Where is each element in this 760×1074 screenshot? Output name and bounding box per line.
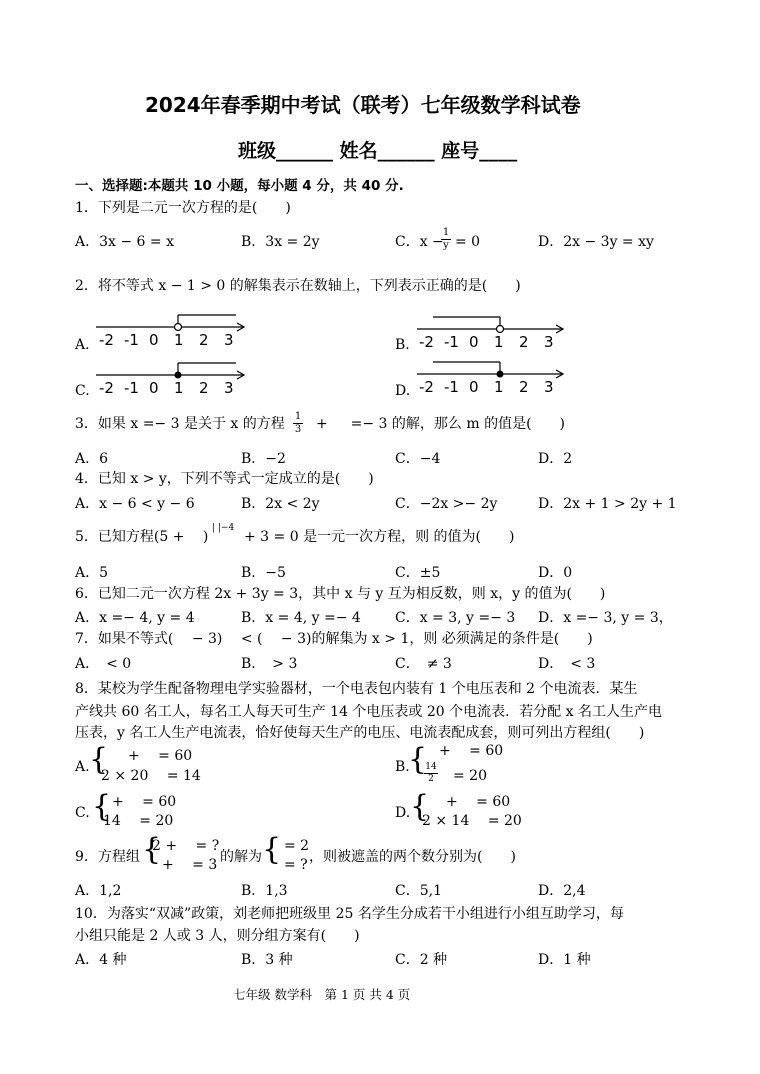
number-line-tick-label: 1 xyxy=(174,331,184,349)
question-10-line-2: 小组只能是 2 人或 3 人，则分组方案有( ) xyxy=(75,928,360,944)
number-line-tick-label: -2 xyxy=(419,333,434,351)
q9-option-c: C．5,1 xyxy=(395,883,442,899)
number-line-tick-label: 3 xyxy=(224,331,234,349)
q9-system2-eq1: = 2 xyxy=(284,838,310,854)
number-line-tick-label: 2 xyxy=(519,378,529,396)
q3-fraction-numerator: 1 xyxy=(294,411,302,422)
question-3-stem-b: + =− 3 的解，那么 m 的值是( ) xyxy=(316,416,565,432)
question-9-stem-b: ，则被遮盖的两个数分别为( ) xyxy=(309,849,516,865)
q1-option-b: B．3x = 2y xyxy=(241,234,320,250)
left-brace: { xyxy=(408,742,428,777)
number-line-tick-label: -2 xyxy=(99,379,114,397)
left-brace: { xyxy=(262,832,282,867)
q3-option-d: D．2 xyxy=(538,451,573,467)
q1-fraction-numerator: 1 xyxy=(442,227,450,238)
number-line-tick-label: -2 xyxy=(99,331,114,349)
question-1-stem: 1．下列是二元一次方程的是( ) xyxy=(75,200,291,216)
number-line-tick-label: 0 xyxy=(469,333,479,351)
q9-system1-eq2: + = 3 xyxy=(162,857,218,873)
q9-system1-eq1: 2 + = ? xyxy=(152,838,220,854)
left-brace: { xyxy=(142,832,162,867)
number-line-d xyxy=(417,362,563,378)
number-line-tick-label: -1 xyxy=(124,379,139,397)
question-6-stem: 6．已知二元一次方程 2x + 3y = 3，其中 x 与 y 互为相反数，则 x，y 的值为( ) xyxy=(75,586,606,602)
q8-a-eq2: 2 × 20 = 14 xyxy=(101,768,201,784)
q10-option-b: B．3 种 xyxy=(241,952,293,968)
question-10-line-1: 10．为落实“双减”政策，刘老师把班级里 25 名学生分成若干小组进行小组互助学习，每 xyxy=(75,906,624,922)
number-line-tick-label: 0 xyxy=(149,379,159,397)
q8-b-eq1: + = 60 xyxy=(439,743,504,759)
q8-label-d: D. xyxy=(395,805,411,821)
open-dot xyxy=(497,326,504,333)
left-brace: { xyxy=(410,789,430,824)
page-footer: 七年级 数学科 第 1 页 共 4 页 xyxy=(233,987,411,1002)
q7-option-a: A． < 0 xyxy=(75,656,132,672)
open-dot xyxy=(175,324,182,331)
question-8-line-2: 产线共 60 名工人，每名工人每天可生产 14 个电压表或 20 个电流表．若分配 x 名工人生产电 xyxy=(75,704,662,720)
q8-d-eq2: 2 × 14 = 20 xyxy=(422,813,522,829)
number-line-tick-label: 0 xyxy=(149,331,159,349)
number-line-a xyxy=(96,315,244,331)
q4-option-b: B．2x < 2y xyxy=(241,496,320,512)
q10-option-a: A．4 种 xyxy=(75,952,127,968)
q1-option-c-prefix: C．x − xyxy=(395,234,444,250)
q6-option-d: D．x =− 3, y = 3， xyxy=(538,610,673,626)
q2-label-c: C. xyxy=(75,383,90,399)
question-5-stem-a: 5．已知方程(5 + ) xyxy=(75,529,209,545)
q9-system2-eq2: = ? xyxy=(284,857,308,873)
left-brace: { xyxy=(92,789,112,824)
section-heading: 一、选择题:本题共 10 小题，每小题 4 分，共 40 分. xyxy=(75,178,404,194)
q8-label-b: B. xyxy=(395,759,410,775)
number-line-tick-label: 3 xyxy=(544,333,554,351)
question-5-exponent: | |−4 xyxy=(212,523,235,533)
q8-label-a: A. xyxy=(75,759,90,775)
q8-b-eq2: = 20 xyxy=(453,768,487,784)
q3-fraction xyxy=(293,412,303,435)
question-8-line-1: 8．某校为学生配备物理电学实验器材，一个电表包内装有 1 个电压表和 2 个电流表．某生 xyxy=(75,681,638,697)
q6-option-c: C．x = 3, y =− 3 xyxy=(395,610,516,626)
q2-label-a: A. xyxy=(75,337,90,353)
number-line-tick-label: 0 xyxy=(469,378,479,396)
q9-option-d: D．2,4 xyxy=(538,883,586,899)
question-4-stem: 4．已知 x > y，下列不等式一定成立的是( ) xyxy=(75,471,374,487)
closed-dot xyxy=(497,371,504,378)
question-9-stem-a: 9．方程组 xyxy=(75,849,140,865)
q3-option-a: A．6 xyxy=(75,451,109,467)
q1-fraction-denominator: y xyxy=(443,240,449,251)
q5-option-b: B．−5 xyxy=(241,565,286,581)
number-line-tick-label: 1 xyxy=(174,379,184,397)
student-info-line: 班级______ 姓名______ 座号____ xyxy=(238,140,518,162)
q7-option-b: B． > 3 xyxy=(241,656,298,672)
number-line-b xyxy=(417,317,563,333)
number-line-tick-label: -1 xyxy=(444,378,459,396)
q8-c-eq1: + = 60 xyxy=(112,794,177,810)
question-8-line-3: 压表，y 名工人生产电流表，恰好使每天生产的电压、电流表配成套，则可列出方程组( ) xyxy=(75,725,645,741)
q4-option-c: C．−2x >− 2y xyxy=(395,496,498,512)
q7-option-d: D． < 3 xyxy=(538,656,596,672)
number-line-tick-label: 1 xyxy=(494,333,504,351)
q6-option-b: B．x = 4, y =− 4 xyxy=(241,610,361,626)
q8-b-fraction xyxy=(424,763,438,784)
q5-option-c: C．±5 xyxy=(395,565,441,581)
number-line-tick-label: -2 xyxy=(419,378,434,396)
q5-option-a: A．5 xyxy=(75,565,109,581)
number-line-tick-label: 2 xyxy=(199,331,209,349)
q1-option-d: D．2x − 3y = xy xyxy=(538,234,654,250)
q6-option-a: A．x =− 4, y = 4 xyxy=(75,610,195,626)
q8-label-c: C. xyxy=(75,805,90,821)
number-line-tick-label: 3 xyxy=(224,379,234,397)
number-line-c xyxy=(96,363,244,379)
number-line-tick-label: 1 xyxy=(494,378,504,396)
q8-c-eq2: 14 = 20 xyxy=(103,813,174,829)
q2-label-d: D. xyxy=(395,383,411,399)
q1-option-a: A．3x − 6 = x xyxy=(75,234,174,250)
q1-option-c-suffix: = 0 xyxy=(455,234,481,250)
question-5-stem-b: + 3 = 0 是一元一次方程，则 的值为( ) xyxy=(244,529,515,545)
closed-dot xyxy=(175,372,182,379)
number-line-tick-label: 2 xyxy=(199,379,209,397)
q9-option-b: B．1,3 xyxy=(241,883,288,899)
page-title: 2024年春季期中考试（联考）七年级数学科试卷 xyxy=(145,93,581,117)
q3-option-b: B．−2 xyxy=(241,451,286,467)
q10-option-c: C．2 种 xyxy=(395,952,448,968)
number-line-tick-label: -1 xyxy=(444,333,459,351)
q8-d-eq1: + = 60 xyxy=(446,794,511,810)
number-line-tick-label: -1 xyxy=(124,331,139,349)
q7-option-c: C． ≠ 3 xyxy=(395,656,452,672)
question-2-stem: 2．将不等式 x − 1 > 0 的解集表示在数轴上，下列表示正确的是( ) xyxy=(75,278,521,294)
question-3-stem-a: 3．如果 x =− 3 是关于 x 的方程 xyxy=(75,416,285,432)
q2-label-b: B. xyxy=(395,337,410,353)
q8-a-eq1: + = 60 xyxy=(128,748,193,764)
q3-option-c: C．−4 xyxy=(395,451,441,467)
q4-option-d: D．2x + 1 > 2y + 1 xyxy=(538,496,677,512)
q4-option-a: A．x − 6 < y − 6 xyxy=(75,496,195,512)
left-brace: { xyxy=(89,742,109,777)
q10-option-d: D．1 种 xyxy=(538,952,591,968)
q5-option-d: D．0 xyxy=(538,565,573,581)
q8-b-fraction-denominator: 2 xyxy=(428,774,434,784)
q9-option-a: A．1,2 xyxy=(75,883,122,899)
q8-b-fraction-numerator: 14 xyxy=(425,762,437,772)
q3-fraction-denominator: 3 xyxy=(294,424,302,435)
number-line-tick-label: 3 xyxy=(544,378,554,396)
number-line-tick-label: 2 xyxy=(519,333,529,351)
question-9-stem-mid: 的解为 xyxy=(220,849,262,865)
question-7-stem: 7．如果不等式( − 3) < ( − 3)的解集为 x > 1，则 必须满足的条件是( ) xyxy=(75,631,593,647)
